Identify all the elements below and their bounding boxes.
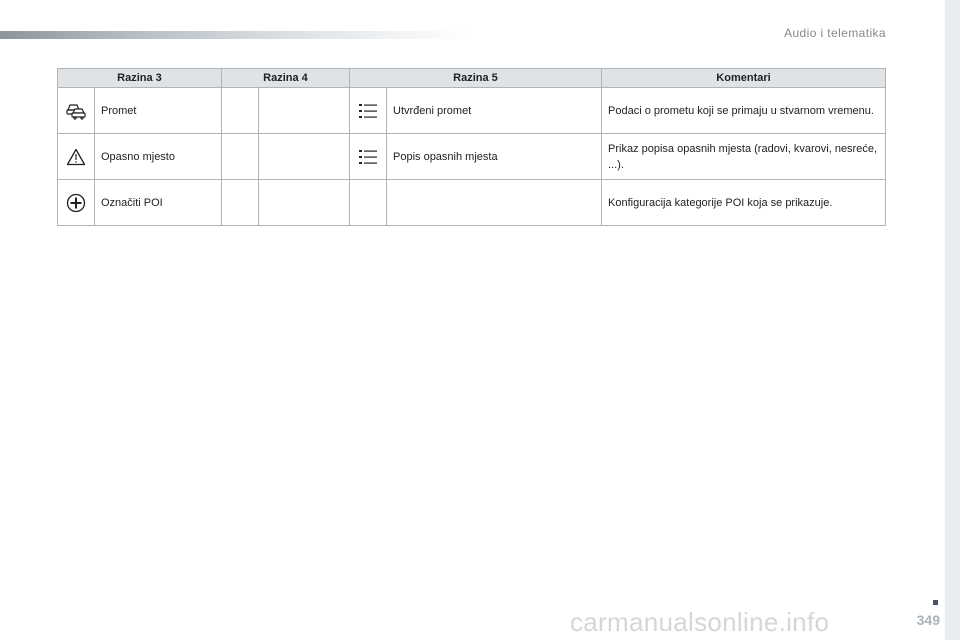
header-gradient-bar xyxy=(0,31,470,39)
level4-label xyxy=(259,134,350,180)
level4-icon-cell xyxy=(222,134,259,180)
header-level-5: Razina 5 xyxy=(350,69,602,88)
header-level-4: Razina 4 xyxy=(222,69,350,88)
level4-icon-cell xyxy=(222,180,259,226)
page-edge-strip xyxy=(945,0,960,640)
table-row xyxy=(58,88,886,134)
level5-icon-cell xyxy=(350,134,387,180)
level3-icon-cell xyxy=(58,180,95,226)
table-row xyxy=(58,134,886,180)
level5-icon-cell xyxy=(350,180,387,226)
list-icon xyxy=(359,103,377,119)
level3-label: Označiti POI xyxy=(95,180,222,226)
level3-icon-cell xyxy=(58,134,95,180)
page-marker xyxy=(933,600,938,605)
level5-icon-cell xyxy=(350,88,387,134)
table-row xyxy=(58,180,886,226)
level3-label: Opasno mjesto xyxy=(95,134,222,180)
section-title: Audio i telematika xyxy=(784,26,886,40)
level5-label xyxy=(387,180,602,226)
comment-cell: Prikaz popisa opasnih mjesta (radovi, kvarovi, nesreće, ...). xyxy=(602,134,886,180)
level4-label xyxy=(259,88,350,134)
warning-triangle-icon xyxy=(66,148,86,166)
level4-label xyxy=(259,180,350,226)
comment-cell: Konfiguracija kategorije POI koja se prikazuje. xyxy=(602,180,886,226)
comment-cell: Podaci o prometu koji se primaju u stvarnom vremenu. xyxy=(602,88,886,134)
level3-icon-cell xyxy=(58,88,95,134)
poi-plus-icon xyxy=(66,193,86,213)
list-icon xyxy=(359,149,377,165)
level5-label: Utvrđeni promet xyxy=(387,88,602,134)
menu-levels-table xyxy=(57,68,886,226)
traffic-cars-icon xyxy=(65,102,87,120)
watermark-text: carmanualsonline.info xyxy=(570,607,830,637)
level3-label: Promet xyxy=(95,88,222,134)
page-number: 349 xyxy=(916,612,940,628)
header-level-3: Razina 3 xyxy=(58,69,222,88)
level4-icon-cell xyxy=(222,88,259,134)
table-header-row xyxy=(58,69,886,88)
header-comments: Komentari xyxy=(602,69,886,88)
level5-label: Popis opasnih mjesta xyxy=(387,134,602,180)
